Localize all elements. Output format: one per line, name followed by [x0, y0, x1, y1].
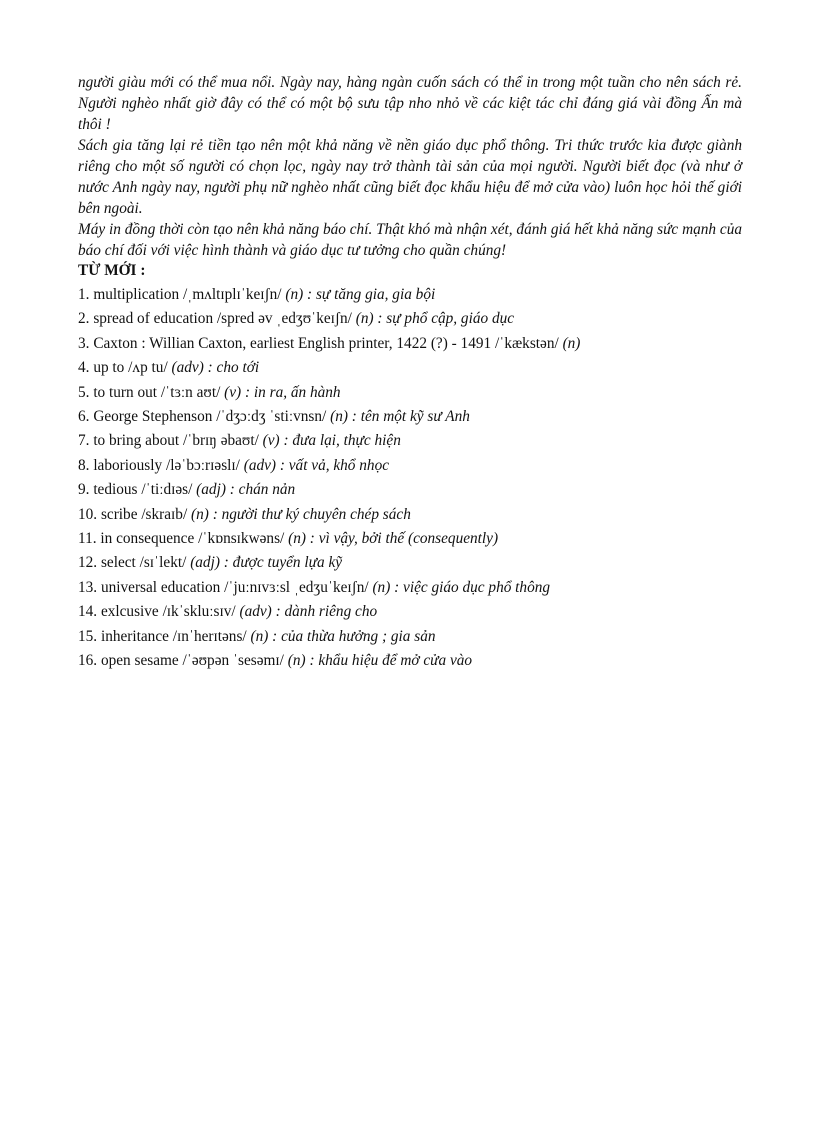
vocab-pronunciation: /ɪnˈherɪtəns/ [172, 627, 247, 645]
vocab-part-of-speech: (n) [250, 627, 269, 645]
vocab-pronunciation: /ˈtiːdɪəs/ [141, 481, 193, 499]
vocab-meaning: : của thừa hưởng ; gia sản [272, 627, 436, 645]
vocab-meaning: : sự phổ cập, giáo dục [377, 310, 515, 328]
vocab-number: 1. [78, 286, 90, 303]
vocab-term: George Stephenson [93, 408, 213, 426]
vocab-part-of-speech: (v) [224, 383, 242, 401]
vocab-number: 10. [78, 505, 98, 523]
vocab-item [78, 381, 742, 405]
vocab-meaning: : khẩu hiệu để mở cửa vào [309, 652, 473, 670]
vocab-heading: TỪ MỚI : [78, 262, 146, 279]
vocab-pronunciation: /ləˈbɔːrɪəslɪ/ [165, 456, 240, 474]
vocab-meaning: : in ra, ấn hành [244, 383, 341, 401]
vocab-meaning: : sự tăng gia, gia bội [307, 286, 436, 303]
vocab-number: 11. [78, 530, 97, 548]
vocab-number: 13. [78, 578, 98, 596]
vocab-term: in consequence [100, 530, 195, 548]
vocab-term: multiplication [93, 286, 180, 303]
vocab-part-of-speech: (v) [262, 432, 280, 450]
vocab-meaning: : chán nản [229, 481, 296, 499]
vocab-pronunciation: /ˈtɜːn aʊt/ [160, 383, 221, 401]
vocab-number: 8. [78, 456, 90, 474]
vocab-term: select [100, 554, 136, 572]
vocab-item [78, 576, 742, 600]
vocab-pronunciation: /spred əv ˌedʒʊˈkeɪʃn/ [216, 310, 352, 328]
vocab-list [78, 283, 742, 674]
vocab-number: 6. [78, 408, 90, 426]
vocab-pronunciation: /ˌmʌltɪplɪˈkeɪʃn/ [182, 286, 282, 303]
vocab-meaning: : việc giáo dục phổ thông [394, 578, 551, 596]
vocab-part-of-speech: (n) [191, 505, 209, 523]
vocab-part-of-speech: (n) [288, 530, 306, 548]
vocab-meaning: : dành riêng cho [275, 603, 378, 621]
document-page [78, 72, 742, 674]
vocab-pronunciation: /ʌp tu/ [128, 359, 168, 377]
vocab-meaning: : vì vậy, bởi thế (consequently) [309, 530, 499, 548]
paragraph: Máy in đồng thời còn tạo nên khả năng báo chí. Thật khó mà nhận xét, đánh giá hết khả năng sức mạnh của báo chí đối với việc hình thành và giáo dục tư tưởng cho quần chúng! [78, 221, 742, 259]
vocab-item [78, 405, 742, 429]
vocab-item [78, 600, 742, 624]
vocab-pronunciation: /ˈkækstən/ [494, 334, 559, 352]
vocab-number: 14. [78, 603, 98, 621]
vocab-term: to turn out [93, 383, 158, 401]
vocab-pronunciation: /ˈjuːnɪvɜːsl ˌedʒuˈkeɪʃn/ [224, 578, 369, 596]
vocab-term: scribe [100, 505, 138, 523]
vocab-pronunciation: /ˈbrɪŋ əbaʊt/ [182, 432, 259, 450]
vocab-part-of-speech: (n) [287, 652, 306, 670]
vocab-meaning: : tên một kỹ sư Anh [351, 408, 470, 426]
vocab-meaning: : cho tới [207, 359, 260, 377]
vocab-pronunciation: /ˈəʊpən ˈsesəmɪ/ [182, 652, 284, 670]
vocab-part-of-speech: (n) [562, 334, 581, 352]
vocab-pronunciation: /ˈdʒɔːdʒ ˈstiːvnsn/ [216, 408, 327, 426]
vocab-pronunciation: /ˈkɒnsɪkwəns/ [198, 530, 285, 548]
vocab-item [78, 478, 742, 502]
vocab-number: 12. [78, 554, 98, 572]
vocab-part-of-speech: (adv) [243, 456, 277, 474]
vocab-item [78, 649, 742, 673]
vocab-part-of-speech: (adv) [239, 603, 272, 621]
vocab-item [78, 356, 742, 380]
vocab-term: tedious [93, 481, 138, 499]
vocab-meaning: : người thư ký chuyên chép sách [212, 505, 411, 523]
vocab-number: 4. [78, 359, 90, 377]
vocab-item [78, 283, 742, 307]
vocab-term: up to [93, 359, 125, 377]
vocab-part-of-speech: (n) [372, 578, 391, 596]
body-text [78, 72, 742, 261]
vocab-part-of-speech: (adj) [196, 481, 226, 499]
vocab-number: 15. [78, 627, 98, 645]
vocab-number: 2. [78, 310, 90, 328]
vocab-term: to bring about [93, 432, 180, 450]
vocab-item [78, 625, 742, 649]
vocab-item [78, 503, 742, 527]
vocab-part-of-speech: (adv) [171, 359, 204, 377]
vocab-pronunciation: /ɪkˈskluːsɪv/ [162, 603, 236, 621]
vocab-term: universal education [100, 578, 221, 596]
vocab-term: exlcusive [100, 603, 159, 621]
vocab-pronunciation: /skraɪb/ [141, 505, 188, 523]
vocab-term: laboriously [93, 456, 163, 474]
vocab-pronunciation: /sɪˈlekt/ [139, 554, 187, 572]
paragraph: Sách gia tăng lại rẻ tiền tạo nên một khả năng về nền giáo dục phổ thông. Tri thức trước kia được giành riêng cho một số người có chọn lọc, ngày nay trở thành tài sản của mọi người. Người biết đọc (và như ở nước Anh ngày nay, người phụ nữ nghèo nhất cũng biết đọc khẩu hiệu để mở cửa vào) luôn học hỏi thế giới bên ngoài. [78, 137, 742, 217]
vocab-term: open sesame [100, 652, 179, 670]
vocab-item [78, 454, 742, 478]
vocab-meaning: : được tuyển lựa kỹ [223, 554, 343, 572]
vocab-meaning: : đưa lại, thực hiện [283, 432, 401, 450]
vocab-term: spread of education [93, 310, 214, 328]
paragraph: người giàu mới có thể mua nổi. Ngày nay, hàng ngàn cuốn sách có thể in trong một tuần cho nên sách rẻ. Người nghèo nhất giờ đây có thể có một bộ sưu tập nho nhỏ về các kiệt tác chỉ đáng giá vài đồng Ấn mà thôi ! [78, 74, 742, 133]
vocab-number: 9. [78, 481, 90, 499]
vocab-item [78, 551, 742, 575]
vocab-part-of-speech: (adj) [190, 554, 220, 572]
vocab-number: 3. [78, 334, 90, 352]
vocab-item [78, 429, 742, 453]
vocab-item [78, 307, 742, 331]
vocab-item [78, 332, 742, 356]
vocab-meaning: : vất vả, khổ nhọc [279, 456, 390, 474]
vocab-part-of-speech: (n) [355, 310, 374, 328]
vocab-item [78, 527, 742, 551]
vocab-number: 16. [78, 652, 98, 670]
vocab-number: 7. [78, 432, 90, 450]
vocab-term: Caxton : Willian Caxton, earliest English printer, 1422 (?) - 1491 [93, 334, 492, 352]
vocab-part-of-speech: (n) [285, 286, 304, 303]
vocab-term: inheritance [100, 627, 169, 645]
vocab-number: 5. [78, 383, 90, 401]
vocab-part-of-speech: (n) [330, 408, 348, 426]
